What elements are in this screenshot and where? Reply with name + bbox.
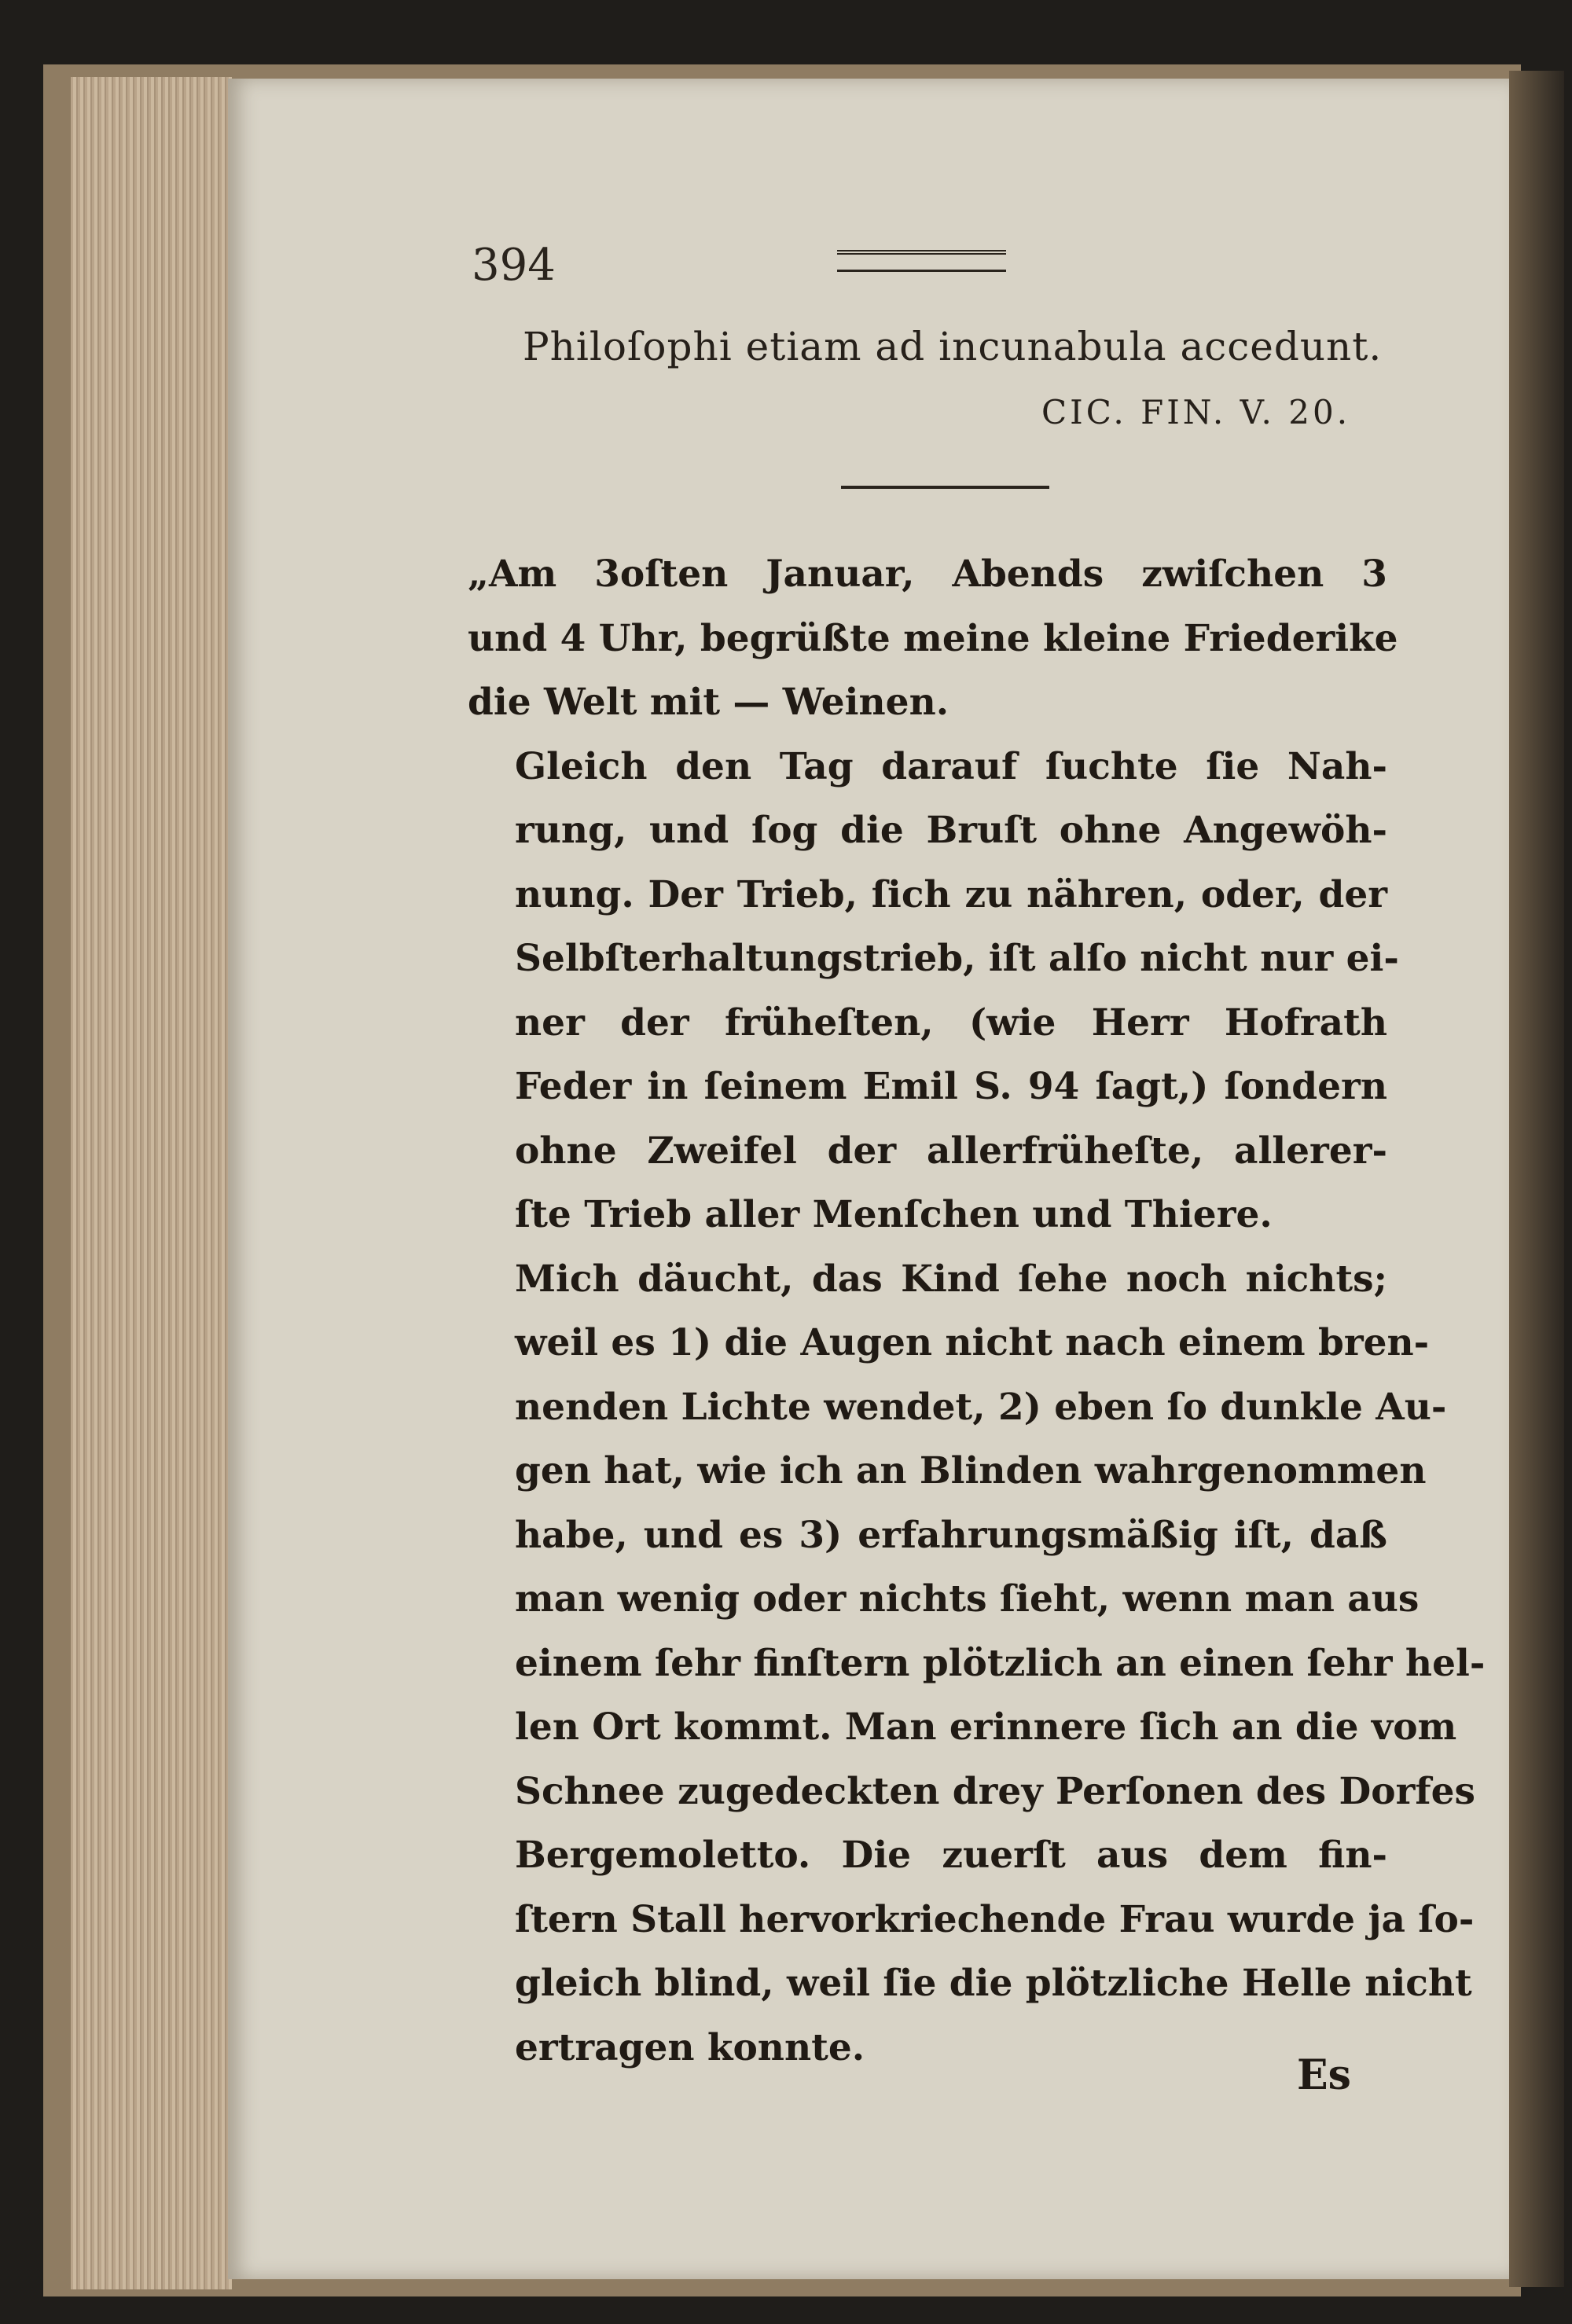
text-line: „Am 3oſten Januar, Abends zwiſchen 3 (468, 553, 1387, 596)
page-number: 394 (472, 240, 556, 291)
text-line: und 4 Uhr, begrüßte meine kleine Friederike (468, 616, 1398, 660)
text-line: gleich blind, weil ſie die plötzliche Helle nicht (515, 1962, 1472, 2005)
catchword: Es (1297, 2051, 1351, 2099)
page-edges (71, 77, 232, 2289)
text-line: nenden Lichte wendet, 2) eben ſo dunkle Au- (515, 1385, 1447, 1429)
text-line: gen hat, wie ich an Blinden wahrgenommen (515, 1449, 1427, 1492)
text-line: die Welt mit — Weinen. (468, 681, 949, 724)
text-line: ſtern Stall hervorkriechende Frau wurde ja ſo- (515, 1897, 1475, 1941)
text-line: Bergemoletto. Die zuerſt aus dem fin- (515, 1834, 1387, 1877)
separator-rule (841, 486, 1049, 489)
text-line: len Ort kommt. Man erinnere ſich an die vom (515, 1705, 1457, 1749)
text-line: Selbſterhaltungstrieb, iſt alſo nicht nur ei- (515, 937, 1399, 980)
text-line: einem ſehr finſtern plötzlich an einen ſehr hel- (515, 1641, 1486, 1685)
text-line: man wenig oder nichts ſieht, wenn man aus (515, 1577, 1420, 1621)
epigraph-citation: CIC. FIN. V. 20. (1041, 393, 1351, 431)
text-line: rung, und ſog die Bruſt ohne Angewöh- (515, 809, 1387, 852)
text-line: ner der früheſten, (wie Herr Hofrath (515, 1000, 1387, 1045)
text-line: Gleich den Tag darauf ſuchte ſie Nah- (515, 744, 1387, 788)
paragraph (468, 735, 1399, 1247)
paragraph (468, 542, 1398, 735)
gutter (1509, 71, 1564, 2287)
epigraph: Philoſophi etiam ad incunabula accedunt. (523, 324, 1383, 369)
body-text (468, 542, 1486, 2080)
text-line: Mich däucht, das Kind ſehe noch nichts; (515, 1257, 1387, 1301)
text-line: Feder in ſeinem Emil S. 94 ſagt,) ſondern (515, 1065, 1387, 1108)
text-line: ſte Trieb aller Menſchen und Thiere. (515, 1193, 1273, 1236)
text-line: ohne Zweifel der allerfrüheſte, allerer- (515, 1129, 1387, 1173)
text-line: Schnee zugedeckten drey Perſonen des Dorfes (515, 1769, 1475, 1813)
paragraph (468, 1247, 1486, 2080)
text-line: habe, und es 3) erfahrungsmäßig iſt, daß (515, 1513, 1387, 1557)
text-line: nung. Der Trieb, ſich zu nähren, oder, der (515, 872, 1387, 916)
header-ornament-rule (837, 250, 1006, 272)
text-line: ertragen konnte. (515, 2025, 865, 2069)
text-line: weil es 1) die Augen nicht nach einem bren- (515, 1321, 1430, 1364)
